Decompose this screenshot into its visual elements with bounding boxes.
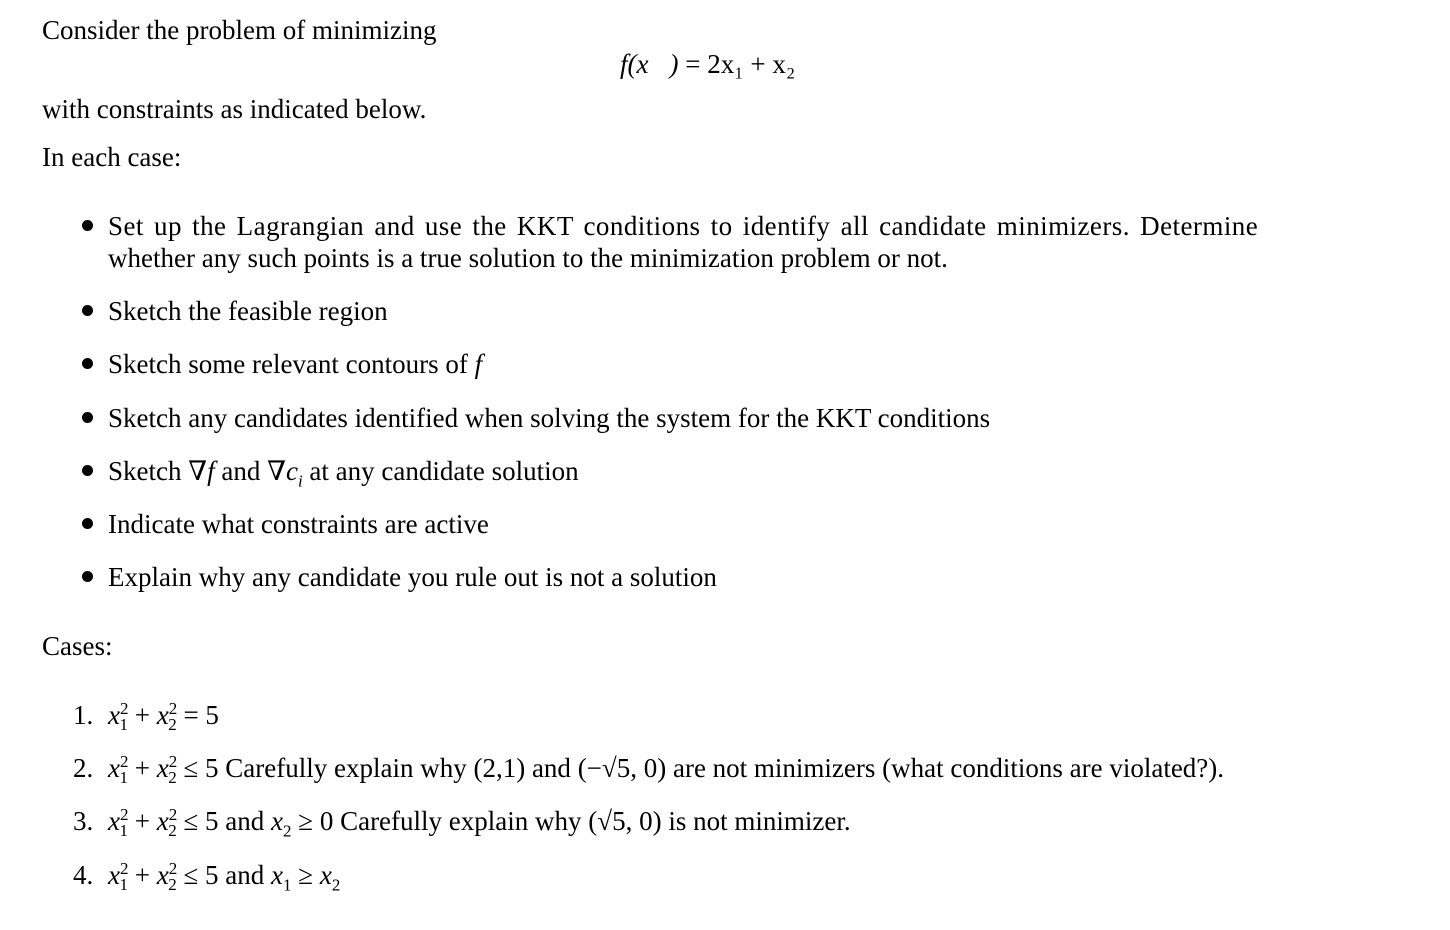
task-1-line-2: whether any such points is a true solution to the minimization problem or not. — [108, 243, 948, 273]
bullet-5 — [82, 465, 93, 476]
bullet-1 — [82, 220, 93, 231]
cases-heading: Cases: — [42, 631, 113, 661]
intro-line-3: In each case: — [42, 142, 182, 172]
case-4: $x^2_1 + x^2_2 \le 5$ and $x_1 \ge x_2$ — [108, 859, 341, 895]
case-3-number: 3. — [73, 806, 94, 836]
intro-line-1: Consider the problem of minimizing — [42, 15, 437, 45]
task-5: Sketch ∇f and $\nabla c_i$ at any candidate solution — [108, 456, 579, 491]
bullet-4 — [82, 412, 93, 423]
case-3: $x^2_1 + x^2_2 \le 5$ and $x_2 \ge 0$ Carefully explain why (√5, 0) is not minimizer. — [108, 805, 851, 841]
case-1-number: 1. — [73, 700, 94, 730]
case-1: $x^2_1 + x^2_2 = 5$ — [108, 699, 219, 735]
task-1-line-1: Set up the Lagrangian and use the KKT conditions to identify all candidate minimizers. Determine — [108, 211, 1259, 241]
objective-lhs: f(x⃗) — [620, 49, 679, 79]
case-2: $x^2_1 + x^2_2 \le 5$ Carefully explain why (2,1) and (−√5, 0) are not minimizers (what conditions are violated?). — [108, 752, 1225, 788]
task-4: Sketch any candidates identified when solving the system for the KKT conditions — [108, 403, 991, 433]
case-4-number: 4. — [73, 860, 94, 890]
task-3: Sketch some relevant contours of f — [108, 349, 483, 379]
case-2-number: 2. — [73, 753, 94, 783]
task-2: Sketch the feasible region — [108, 296, 388, 326]
bullet-6 — [82, 518, 93, 529]
bullet-7 — [82, 571, 93, 582]
intro-line-2: with constraints as indicated below. — [42, 94, 427, 124]
task-7: Explain why any candidate you rule out is not a solution — [108, 562, 717, 592]
case-1-math: = 5 — [183, 700, 219, 730]
objective-function — [620, 48, 795, 80]
bullet-3 — [82, 358, 93, 369]
task-6: Indicate what constraints are active — [108, 509, 489, 539]
objective-rhs: = 2x₁ + x₂ — [685, 49, 796, 79]
bullet-2 — [82, 305, 93, 316]
